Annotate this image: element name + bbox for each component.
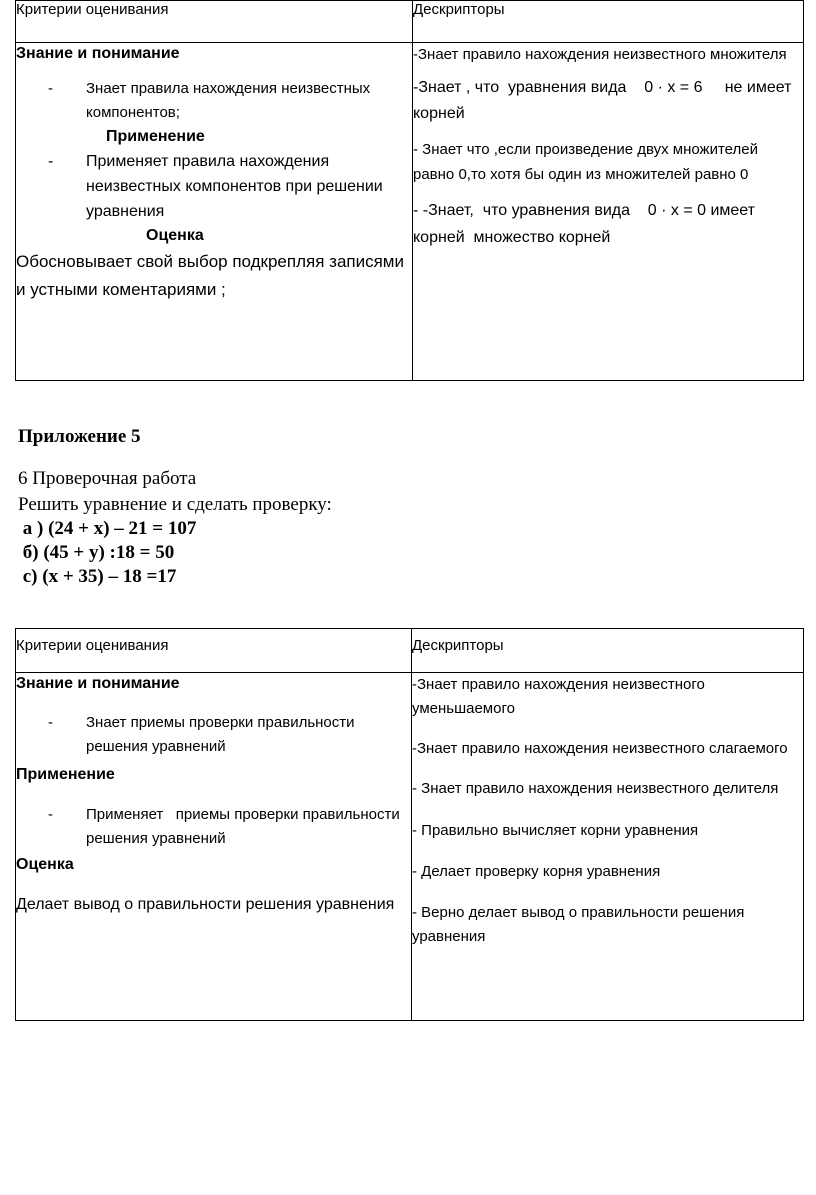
equation-b: б) (45 + y) :18 = 50	[18, 542, 175, 563]
criteria-table-2	[15, 628, 804, 1021]
application-title: Применение	[16, 766, 115, 783]
work-title: 6 Проверочная работа	[18, 468, 197, 489]
descriptors-cell	[413, 43, 804, 381]
assessment-title: Оценка	[16, 856, 74, 873]
descriptor-2: -Знает , что уравнения вида 0 · x = 6 не имеет корней	[413, 79, 796, 122]
task-text: Решить уравнение и сделать проверку:	[18, 494, 332, 515]
criteria-cell	[16, 43, 413, 381]
header-descriptors: Дескрипторы	[413, 1, 804, 43]
application-item: - Применяет приемы проверки правильности решения уравнений	[48, 806, 404, 847]
equation-a: а ) (24 + x) – 21 = 107	[18, 518, 197, 539]
descriptor-4: - -Знает, что уравнения вида 0 · x = 0 имеет корней множество корней	[413, 202, 760, 246]
header-criteria: Критерии оценивания	[16, 1, 413, 43]
assessment-title: Оценка	[146, 227, 204, 244]
descriptor-1: -Знает правило нахождения неизвестного множителя	[413, 46, 787, 63]
knowledge-title: Знание и понимание	[16, 675, 180, 692]
header-descriptors: Дескрипторы	[412, 629, 804, 673]
assessment-text: Обосновывает свой выбор подкрепляя записями и устными коментариями ;	[16, 252, 404, 299]
descriptor-3: - Знает правило нахождения неизвестного делителя	[412, 780, 779, 797]
descriptor-2: -Знает правило нахождения неизвестного слагаемого	[412, 740, 788, 757]
application-item: - Применяет правила нахождения неизвестных компонентов при решении уравнения	[48, 153, 383, 220]
descriptor-4: - Правильно вычисляет корни уравнения	[412, 822, 699, 839]
knowledge-title: Знание и понимание	[16, 45, 180, 62]
application-title: Применение	[106, 128, 205, 145]
descriptors-cell	[412, 673, 804, 1021]
appendix-title: Приложение 5	[18, 426, 141, 447]
criteria-cell	[16, 673, 412, 1021]
descriptor-5: - Делает проверку корня уравнения	[412, 863, 661, 880]
descriptor-3: - Знает что ,если произведение двух множителей равно 0,то хотя бы один из множителей равно 0	[413, 141, 758, 183]
criteria-table-1	[15, 0, 804, 381]
descriptor-6: - Верно делает вывод о правильности решения уравнения	[412, 904, 745, 945]
assessment-text: Делает вывод о правильности решения уравнения	[16, 896, 395, 913]
descriptor-1: -Знает правило нахождения неизвестного уменьшаемого	[412, 676, 705, 717]
header-criteria: Критерии оценивания	[16, 629, 412, 673]
equation-c: с) (x + 35) – 18 =17	[18, 566, 177, 587]
knowledge-item: - Знает правила нахождения неизвестных компонентов;	[48, 80, 371, 121]
knowledge-item: - Знает приемы проверки правильности решения уравнений	[48, 714, 355, 755]
